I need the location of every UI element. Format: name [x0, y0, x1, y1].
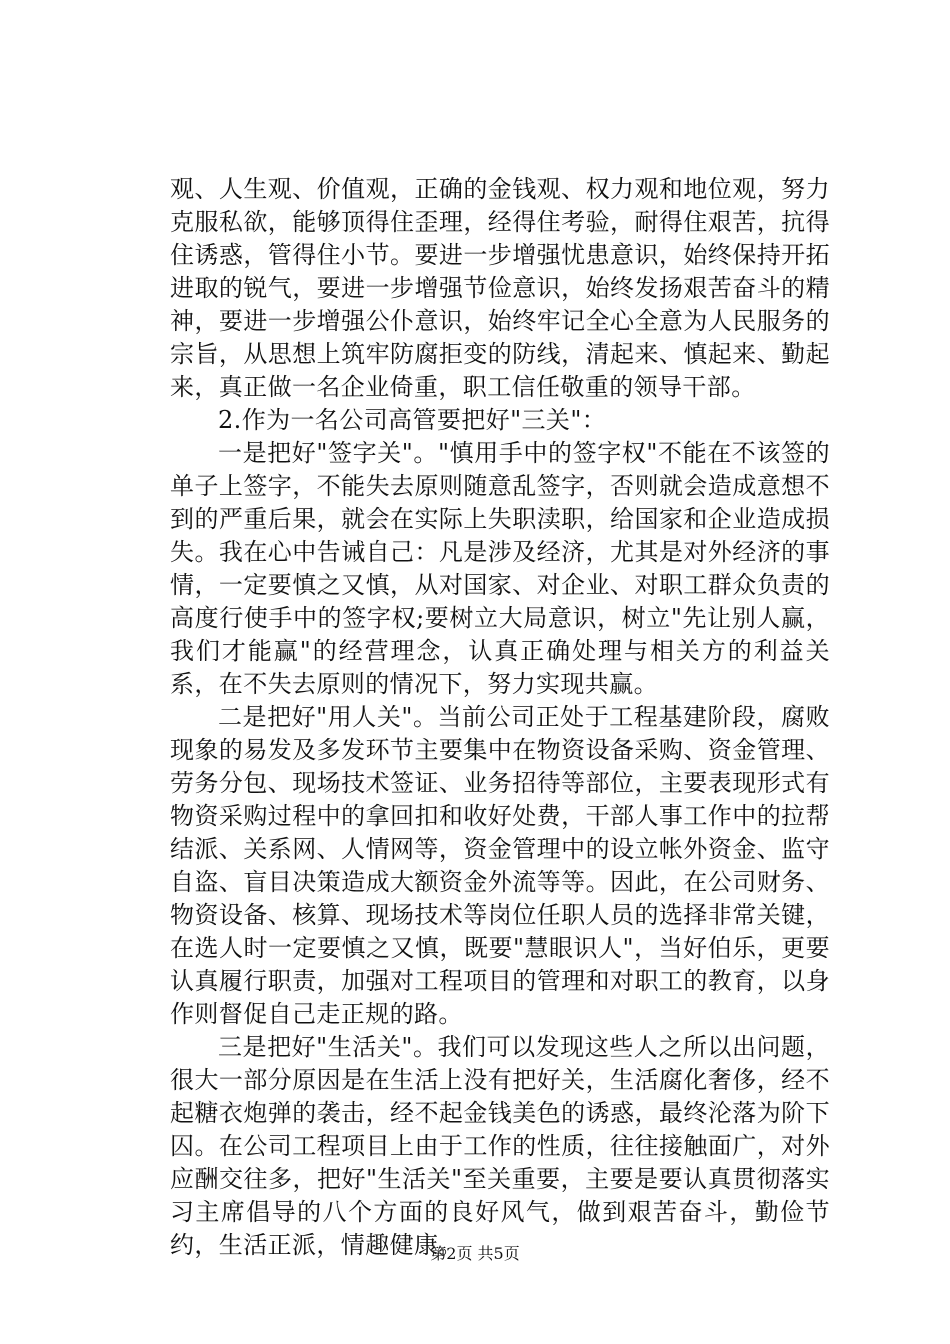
- paragraph-lifestyle-gate: 三是把好"生活关"。我们可以发现这些人之所以出问题，很大一部分原因是在生活上没有把好关，生活腐化奢侈，经不起糖衣炮弹的袭击，经不起金钱美色的诱惑，最终沦落为阶下囚。在公司工程项目上由于工作的性质，往往接触面广，对外应酬交往多，把好"生活关"至关重要，主要是要认真贯彻落实习主席倡导的八个方面的良好风气，做到艰苦奋斗，勤俭节约，生活正派，情趣健康。: [170, 1033, 830, 1259]
- document-body: [170, 173, 830, 1262]
- paragraph-continuation: 观、人生观、价值观，正确的金钱观、权力观和地位观，努力克服私欲，能够顶得住歪理，经得住考验，耐得住艰苦，抗得住诱惑，管得住小节。要进一步增强忧患意识，始终保持开拓进取的锐气，要进一步增强节俭意识，始终发扬艰苦奋斗的精神，要进一步增强公仆意识，始终牢记全心全意为人民服务的宗旨，从思想上筑牢防腐拒变的防线，清起来、慎起来、勤起来，真正做一名企业倚重，职工信任敬重的领导干部。: [170, 175, 830, 401]
- paragraph-section-heading: 2.作为一名公司高管要把好"三关"：: [218, 406, 607, 434]
- paragraph-personnel-gate: 二是把好"用人关"。当前公司正处于工程基建阶段，腐败现象的易发及多发环节主要集中在物资设备采购、资金管理、劳务分包、现场技术签证、业务招待等部位，主要表现形式有物资采购过程中的拿回扣和收好处费，干部人事工作中的拉帮结派、关系网、人情网等，资金管理中的设立帐外资金、监守自盗、盲目决策造成大额资金外流等等。因此，在公司财务、物资设备、核算、现场技术等岗位任职人员的选择非常关键，在选人时一定要慎之又慎，既要"慧眼识人"，当好伯乐，更要认真履行职责，加强对工程项目的管理和对职工的教育，以身作则督促自己走正规的路。: [170, 703, 830, 1028]
- page-number-footer: 第2页 共5页: [430, 1244, 520, 1263]
- paragraph-signature-gate: 一是把好"签字关"。"慎用手中的签字权"不能在不该签的单子上签字，不能失去原则随意乱签字，否则就会造成意想不到的严重后果，就会在实际上失职渎职，给国家和企业造成损失。我在心中告诫自己：凡是涉及经济，尤其是对外经济的事情，一定要慎之又慎，从对国家、对企业、对职工群众负责的高度行使手中的签字权;要树立大局意识，树立"先让别人赢，我们才能赢"的经营理念，认真正确处理与相关方的利益关系，在不失去原则的情况下，努力实现共赢。: [170, 439, 830, 698]
